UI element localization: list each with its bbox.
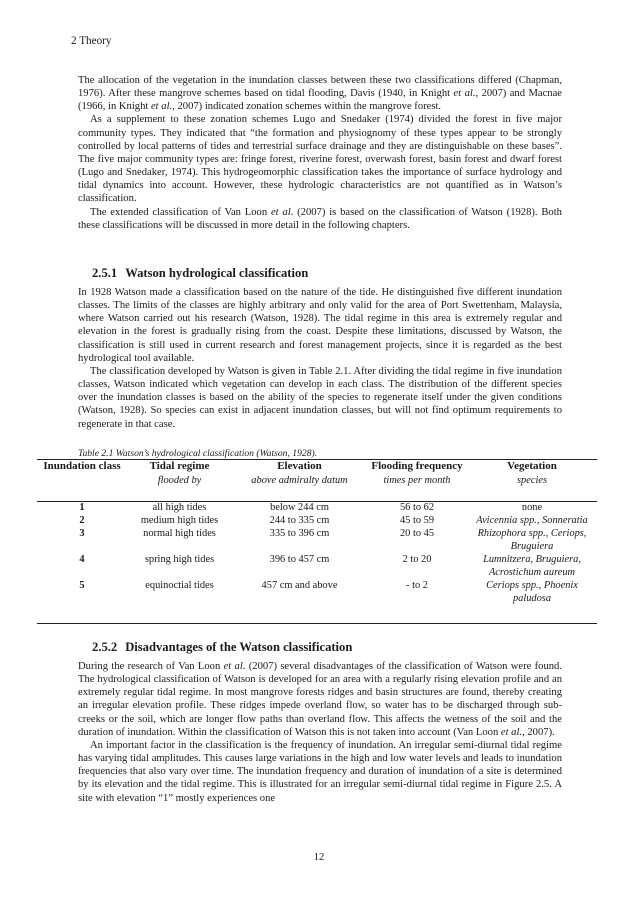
text-run: The classification developed by Watson is given in Table 2.1. After dividing the tidal regime in five inundation classes, Watson indicated which vegetation can develop in each class. The distribution of the different species over the inundation classes is based on the ability of the species to regenerate itself under the given conditions (Watson, 1928). So species can exist in adjacent inundation classes, but will not find optimum requirements to regenerate in that case. <box>78 365 562 430</box>
elevation-cell: 244 to 335 cm <box>269 515 330 526</box>
elevation-cell: 457 cm and above <box>261 580 338 591</box>
paragraph <box>78 739 562 805</box>
unit-cell <box>37 473 127 487</box>
paragraph <box>78 286 562 365</box>
text-run: During the research of Van Loon <box>78 661 224 672</box>
text-run: . (2007) several disadvantages of the classification of Watson were found. The hydrological classification of Watson is developed for an area with a regularly rising elevation profile and an extremely regular tidal regime. In most mangrove forests ridges and basin structures are found, thereby creating an irregular elevation profile. These ridges impede overland flow, so water has to be discharged through sub-creeks or the soil, which are longer flow paths than overland flow. This affects the wetness of the soil and the duration of inundation. Within the classification of Watson this is not taken into account (Van Loon <box>78 661 562 738</box>
paragraph <box>78 113 562 205</box>
tidal-regime-cell: normal high tides <box>143 528 216 539</box>
vegetation-cell: Lumnitzera, Bruguiera, Acrostichum aureum <box>483 554 581 578</box>
header-elevation: Elevation <box>277 460 322 472</box>
table-row <box>37 527 597 553</box>
text-run: The extended classification of Van Loon <box>90 206 271 218</box>
text-run: , 2007) and Macnae (1966, in Knight <box>78 88 562 113</box>
text-run: , 2007). <box>522 726 555 738</box>
elevation-cell: 335 to 396 cm <box>269 528 330 539</box>
section-title: Disadvantages of the Watson classification <box>125 640 353 654</box>
section-heading-2-5-1 <box>92 266 308 281</box>
class-cell: 2 <box>79 515 85 526</box>
section-title: Watson hydrological classification <box>125 266 309 280</box>
tidal-regime-cell: spring high tides <box>144 554 215 565</box>
unit-cell: species <box>516 475 547 486</box>
class-cell: 5 <box>79 580 85 591</box>
intro-text-block <box>78 74 562 232</box>
italic-run: et al. <box>150 101 173 113</box>
tidal-regime-cell: equinoctial tides <box>145 580 214 591</box>
frequency-cell: 56 to 62 <box>399 502 435 513</box>
elevation-cell: 396 to 457 cm <box>269 554 330 565</box>
italic-run: et al <box>270 206 291 218</box>
elevation-cell: below 244 cm <box>270 502 329 513</box>
section-2-5-1-text-block <box>78 286 562 431</box>
italic-run: et al <box>223 661 243 672</box>
table-row <box>37 514 597 527</box>
paragraph <box>78 365 562 431</box>
vegetation-cell: Rhizophora spp., Ceriops, Bruguiera <box>477 528 587 552</box>
frequency-cell: - to 2 <box>406 580 428 591</box>
vegetation-cell: none <box>521 502 543 513</box>
text-run: As a supplement to these zonation schemes Lugo and Snedaker (1974) divided the forest in five major community types. They indicated that “the formation and physiognomy of these types appear to be strongly controlled by local patterns of tides and terrestrial surface drainage and they are distinguishable on these bases”. The five major community types are: fringe forest, riverine forest, overwash forest, basin forest and dwarf forest (Lugo and Snedaker, 1974). This hydrogeomorphic classification takes the importance of surface hydrology and tidal dynamics into account. However, these hydrologic characteristics are not quantified as in Watson’s classification. <box>78 114 562 205</box>
table-row <box>37 579 597 605</box>
frequency-cell: 20 to 45 <box>399 528 435 539</box>
frequency-cell: 2 to 20 <box>402 554 432 565</box>
paragraph <box>78 206 562 232</box>
header-tidal-regime: Tidal regime <box>149 460 210 472</box>
table-row <box>37 553 597 579</box>
text-run: An important factor in the classification is the frequency of inundation. An irregular semi-diurnal tidal regime has varying tidal amplitudes. This causes large variations in the high and low water levels and leads to inundation frequencies that also vary over time. The inundation frequency and duration of inundation of a site is determined by its elevation and the tidal regime. This is illustrated for an irregular semi-diurnal tidal regime in Figure 2.5. A site with elevation “1” mostly experiences one <box>78 739 562 804</box>
table-row <box>37 501 597 514</box>
italic-run: et al. <box>453 88 476 100</box>
table-bottom-rule <box>37 623 597 624</box>
table-caption: Table 2.1 Watson’s hydrological classification (Watson, 1928). <box>78 448 318 459</box>
running-head: 2 Theory <box>71 35 112 47</box>
italic-run: et al. <box>500 726 523 738</box>
table-header-row <box>37 460 597 473</box>
vegetation-cell: Ceriops spp., Phoenix paludosa <box>486 580 578 604</box>
paragraph <box>78 660 562 739</box>
text-run: The allocation of the vegetation in the inundation classes between these two classifications differed (Chapman, 1976). After these mangrove schemes based on tidal flooding, Davis (1940, in Knight <box>78 75 562 100</box>
header-inundation-class: Inundation class <box>43 460 121 472</box>
section-number: 2.5.1 <box>92 266 118 280</box>
unit-cell: times per month <box>383 475 451 486</box>
class-cell: 4 <box>79 554 85 565</box>
table-units-row <box>37 473 597 487</box>
section-heading-2-5-2 <box>92 640 352 655</box>
watson-classification-table <box>37 460 597 605</box>
class-cell: 1 <box>79 502 85 513</box>
frequency-cell: 45 to 59 <box>399 515 435 526</box>
header-flooding-frequency: Flooding frequency <box>371 460 463 472</box>
table-spacer-row <box>37 487 597 501</box>
vegetation-cell: Avicennia spp., Sonneratia <box>476 515 588 526</box>
section-number: 2.5.2 <box>92 640 118 654</box>
unit-cell: above admiralty datum <box>251 475 348 486</box>
text-run: , 2007) indicated zonation schemes within the mangrove forest. <box>172 101 442 113</box>
text-run: . (2007) is based on the classification of Watson (1928). Both these classifications will be discussed in more detail in the following chapters. <box>78 206 562 231</box>
header-vegetation: Vegetation <box>507 460 557 472</box>
unit-cell: flooded by <box>157 475 202 486</box>
class-cell: 3 <box>79 528 85 539</box>
tidal-regime-cell: all high tides <box>152 502 207 513</box>
page-number: 12 <box>313 852 325 863</box>
section-2-5-2-text-block <box>78 660 562 805</box>
paragraph <box>78 74 562 113</box>
table-body <box>37 501 597 605</box>
tidal-regime-cell: medium high tides <box>140 515 219 526</box>
text-run: In 1928 Watson made a classification based on the nature of the tide. He distinguished five different inundation classes. The limits of the classes are highly arbitrary and only valid for the area of Port Swettenham, Malaysia, where Watson carried out his research (Watson, 1928). The tidal regime in this area is extremely regular and elevation in the forest is gradually rising from the coast. Despite these limitations, discussed by Watson, the classification is still used in current research and forest management projects, since it is regarded as the best hydrological tool available. <box>78 287 562 364</box>
